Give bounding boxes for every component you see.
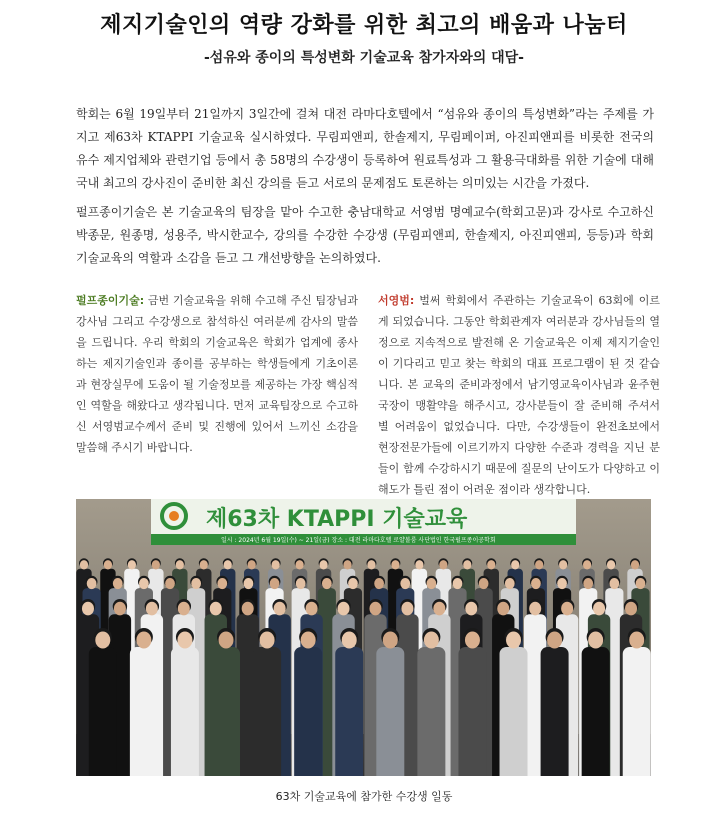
- person-face: [401, 602, 413, 616]
- person-face: [165, 578, 175, 589]
- speaker-label: 서영범:: [378, 294, 415, 307]
- person-face: [593, 602, 605, 616]
- person-body: [171, 647, 199, 776]
- interview-text: 금번 기술교육을 위해 수고해 주신 팀장님과 강사님 그리고 수강생으로 참석하신 여러분께 감사의 말씀을 드립니다. 우리 학회의 기술교육은 학회가 업계에 종사하는 제지기술인과 종이를 공부하는 학생들에게 기초이론과 현장실무에 도움이 될 기술정보를 제공하는 가장 핵심적인 역할을 해왔다고 생각됩니다. 먼저 교육팀장으로 수고하신 서영범교수께서 준비 및 진행에 있어서 느끼신 소감을 말씀해 주시기 바랍니다.: [76, 294, 358, 454]
- person-face: [343, 560, 351, 569]
- banner-info: 일시 : 2024년 6월 19일(수) ~ 21일(금) 장소 : 대전 라마다호텔 로얄볼룸 사단법인 한국펄프종이공학회: [221, 537, 496, 544]
- person-face: [547, 632, 562, 649]
- person-face: [178, 602, 190, 616]
- person-face: [224, 560, 232, 569]
- person-face: [465, 602, 477, 616]
- person-body: [623, 647, 651, 776]
- article-title: 제지기술인의 역량 강화를 위한 최고의 배움과 나눔터: [100, 13, 628, 38]
- intro-section: [76, 103, 654, 276]
- person-face: [177, 632, 192, 649]
- person-face: [391, 560, 399, 569]
- person-body: [582, 647, 610, 776]
- person-face: [607, 560, 615, 569]
- person-face: [636, 578, 646, 589]
- intro-paragraph: 학회는 6월 19일부터 21일까지 3일간에 걸쳐 대전 라마다호텔에서 “섬유와 종이의 특성변화”라는 주제를 가지고 제63차 KTAPPI 기술교육 실시하였다. 무림피앤피, 한솔제지, 무림페이퍼, 아진피앤피를 비롯한 전국의 유수 제지업체와 관련기업 등에서 총 58명의 수강생이 등록하여 원료특성과 그 활용극대화를 위한 기술에 대해 국내 최고의 강사진이 준비한 최신 강의를 듣고 서로의 문제점도 토론하는 의미있는 시간을 가졌다.: [76, 107, 654, 190]
- banner-title: 제63차 KTAPPI 기술교육: [206, 507, 468, 532]
- person-face: [497, 602, 509, 616]
- person-face: [319, 560, 327, 569]
- person-face: [453, 578, 463, 589]
- person-face: [217, 578, 227, 589]
- person-face: [479, 578, 489, 589]
- person-face: [511, 560, 519, 569]
- person-body: [294, 647, 322, 776]
- person-face: [136, 632, 151, 649]
- person-face: [260, 632, 275, 649]
- person-body: [89, 647, 117, 776]
- person-face: [128, 560, 136, 569]
- person-face: [625, 602, 637, 616]
- person-face: [80, 560, 88, 569]
- interview-column-left: [76, 290, 358, 458]
- speaker-label: 펄프종이기술:: [76, 294, 145, 307]
- person-face: [427, 578, 437, 589]
- interview-column-right: [378, 290, 660, 500]
- person-face: [465, 632, 480, 649]
- person-body: [541, 647, 569, 776]
- photo-caption: 63차 기술교육에 참가한 수강생 일동: [275, 790, 453, 803]
- event-banner: [151, 499, 576, 545]
- person-face: [82, 602, 94, 616]
- person-face: [559, 560, 567, 569]
- person-face: [400, 578, 410, 589]
- person-face: [146, 602, 158, 616]
- person-body: [335, 647, 363, 776]
- person-body: [130, 647, 158, 776]
- article-subtitle: -섬유와 종이의 특성변화 기술교육 참가자와의 대담-: [204, 50, 524, 66]
- person-face: [306, 602, 318, 616]
- person-face: [210, 602, 222, 616]
- person-face: [272, 560, 280, 569]
- person-face: [561, 602, 573, 616]
- person-face: [348, 578, 358, 589]
- person-face: [139, 578, 149, 589]
- person-face: [439, 560, 447, 569]
- person-face: [274, 602, 286, 616]
- person-face: [295, 560, 303, 569]
- person-face: [296, 578, 306, 589]
- person-face: [113, 578, 123, 589]
- person-body: [212, 647, 240, 776]
- person-body: [253, 647, 281, 776]
- person-face: [104, 560, 112, 569]
- person-face: [433, 602, 445, 616]
- person-face: [588, 632, 603, 649]
- person-face: [583, 560, 591, 569]
- person-body: [458, 647, 486, 776]
- person-face: [529, 602, 541, 616]
- person-face: [242, 602, 254, 616]
- person-body: [500, 647, 528, 776]
- interview-text: 벌써 학회에서 주관하는 기술교육이 63회에 이르게 되었습니다. 그동안 학회관계자 여러분과 강사님들의 열정으로 지속적으로 발전해 온 기술교육은 이제 제지기술인이 기다리고 믿고 찾는 학회의 대표 프로그램이 된 것 같습니다. 본 교육의 준비과정에서 남기영교육이사님과 윤주현국장이 맹활약을 해주시고, 강사분들이 잘 준비해 주셔서 별 어려움이 없었습니다. 다만, 수강생들이 완전초보에서 현장전문가들에 이르기까지 다양한 수준과 경력을 지닌 분들이 함께 수강하시기 때문에 질문의 난이도가 다양하고 이해도가 틀린 점이 어려운 점이라 생각합니다.: [378, 294, 660, 496]
- person-body: [376, 647, 404, 776]
- person-face: [342, 632, 357, 649]
- person-body: [417, 647, 445, 776]
- person-face: [191, 578, 201, 589]
- person-face: [95, 632, 110, 649]
- person-face: [176, 560, 184, 569]
- person-face: [609, 578, 619, 589]
- person-face: [505, 578, 515, 589]
- person-face: [87, 578, 97, 589]
- person-face: [244, 578, 254, 589]
- person-face: [374, 578, 384, 589]
- person-face: [369, 602, 381, 616]
- person-face: [583, 578, 593, 589]
- person-face: [248, 560, 256, 569]
- person-face: [114, 602, 126, 616]
- person-face: [463, 560, 471, 569]
- person-face: [557, 578, 567, 589]
- person-face: [415, 560, 423, 569]
- person-face: [506, 632, 521, 649]
- person-face: [631, 560, 639, 569]
- person-face: [487, 560, 495, 569]
- person-face: [270, 578, 280, 589]
- person-face: [301, 632, 316, 649]
- group-photo: [76, 499, 651, 776]
- person-face: [531, 578, 541, 589]
- person-face: [322, 578, 332, 589]
- person-face: [535, 560, 543, 569]
- person-face: [367, 560, 375, 569]
- person-face: [200, 560, 208, 569]
- intro-paragraph: 펄프종이기술은 본 기술교육의 팀장을 맡아 수고한 충남대학교 서영범 명예교수(학회고문)과 강사로 수고하신 박종문, 원종명, 성용주, 박시한교수, 강의를 수강한 수강생 (무림피앤피, 한솔제지, 아진피앤피, 등등)과 학회 기술교육의 역할과 소감을 듣고 그 개선방향을 논의하였다.: [76, 205, 654, 265]
- person-face: [424, 632, 439, 649]
- person-face: [152, 560, 160, 569]
- person-face: [629, 632, 644, 649]
- person-face: [219, 632, 234, 649]
- person-face: [383, 632, 398, 649]
- person-face: [338, 602, 350, 616]
